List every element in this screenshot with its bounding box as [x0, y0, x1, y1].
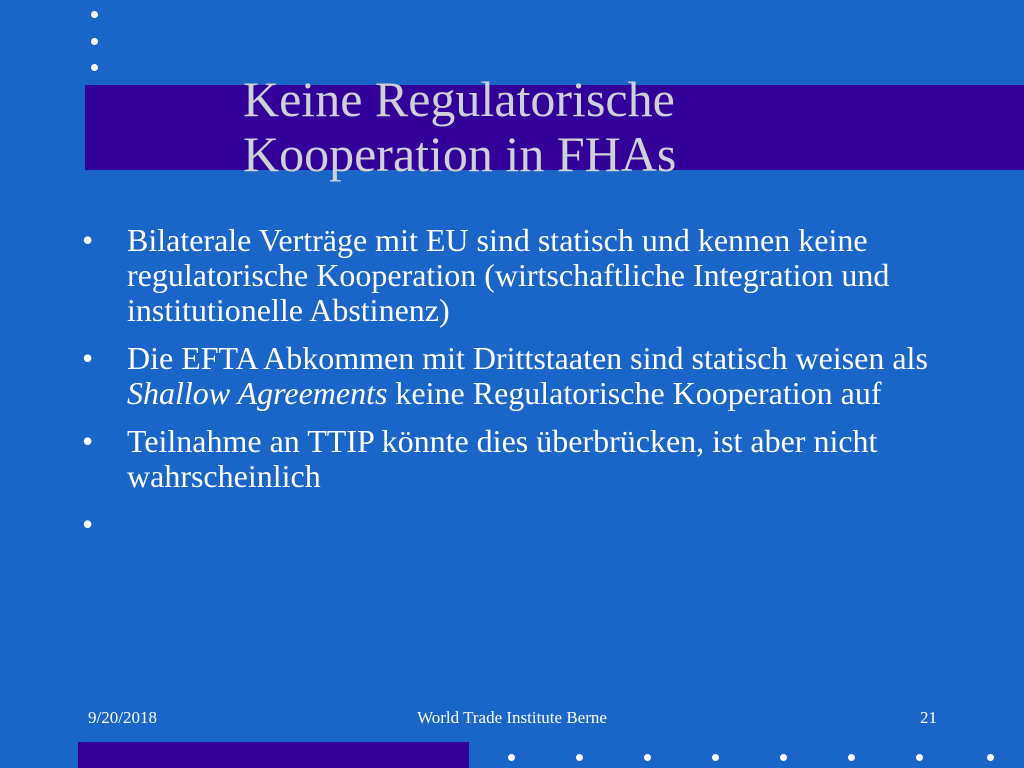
footer-date: 9/20/2018 [88, 708, 157, 727]
bullet-text-2-before: Die EFTA Abkommen mit Drittstaaten sind statisch weisen als [127, 340, 928, 376]
bottom-band [78, 742, 469, 768]
bullet-marker: • [82, 222, 94, 258]
bullet-text-2-italic: Shallow Agreements [127, 375, 388, 411]
bullet-text-1: Bilaterale Verträge mit EU sind statisch und kennen keine regulatorische Kooperation (wirtschaftliche Integration und institutionelle Abstinenz) [127, 222, 890, 328]
slide-title-line-2: Kooperation in FHAs [243, 126, 677, 182]
decorative-dots-horizontal [505, 754, 1024, 764]
bullet-item-4 [82, 507, 942, 542]
bullet-text-2-after: keine Regulatorische Kooperation auf [387, 375, 882, 411]
footer-organization: World Trade Institute Berne [417, 708, 607, 727]
bullet-item-2 [82, 341, 942, 411]
bullet-marker: • [82, 423, 94, 459]
bullet-marker: • [82, 340, 94, 376]
bullet-text-3: Teilnahme an TTIP könnte dies überbrücken, ist aber nicht wahrscheinlich [127, 423, 878, 494]
bullet-item-1 [82, 223, 942, 328]
slide-title-line-1: Keine Regulatorische [243, 71, 675, 127]
bullet-marker: • [82, 506, 94, 542]
decorative-dots-vertical [88, 11, 98, 75]
slide-title [243, 72, 1003, 182]
bullet-list [82, 223, 942, 555]
footer-page-number: 21 [920, 708, 937, 727]
bullet-item-3 [82, 424, 942, 494]
